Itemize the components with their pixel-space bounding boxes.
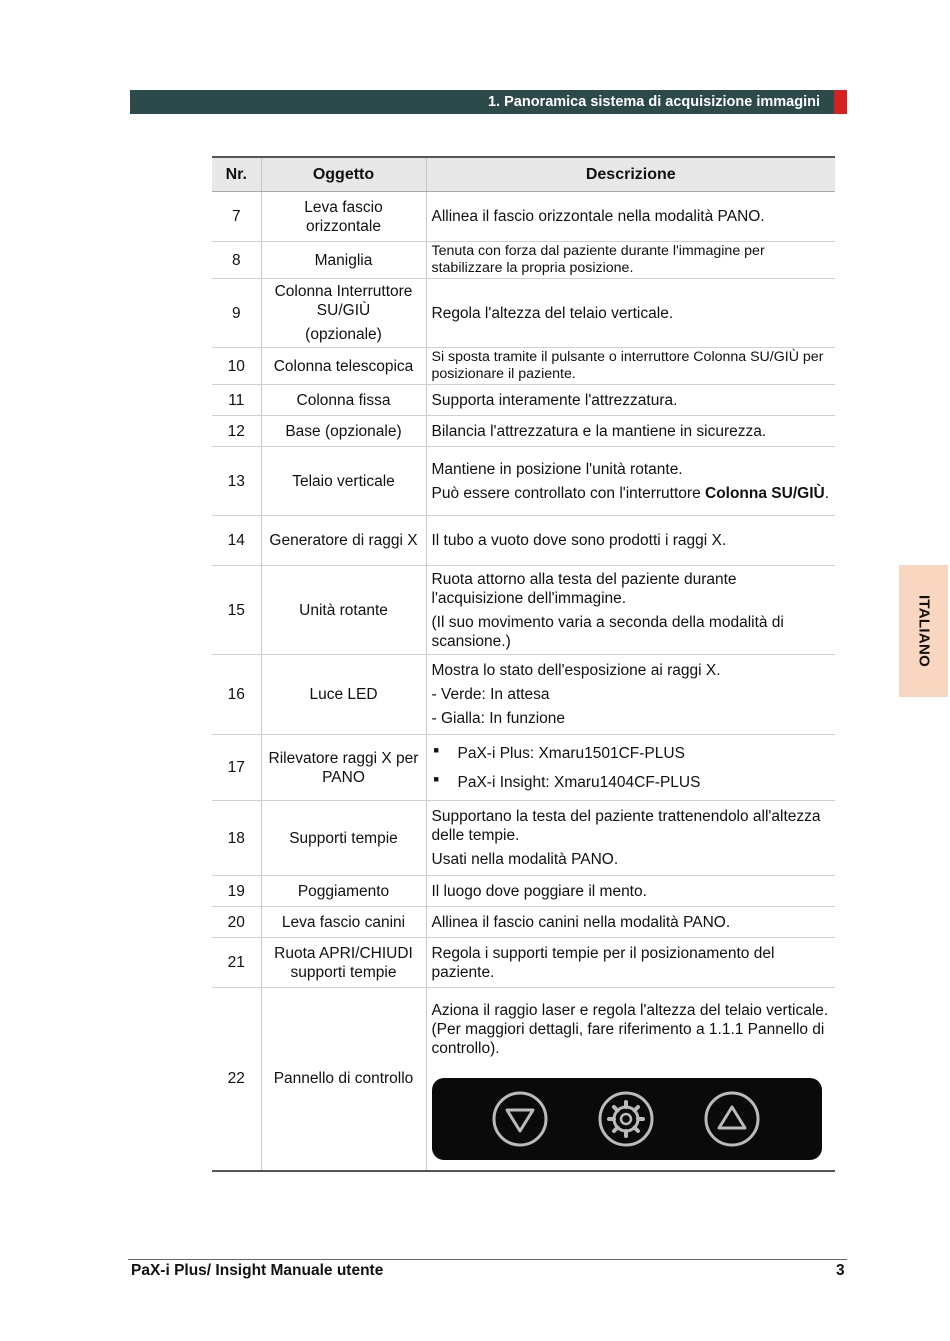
gear-icon [598, 1091, 654, 1147]
item-number: 22 [212, 988, 261, 1171]
item-object: Base (opzionale) [261, 416, 426, 447]
item-description: Bilancia l'attrezzatura e la mantiene in sicurezza. [426, 416, 835, 447]
item-description: Allinea il fascio canini nella modalità PANO. [426, 907, 835, 938]
table-row [212, 348, 835, 385]
control-panel-image [432, 1078, 822, 1160]
column-header-nr: Nr. [212, 157, 261, 192]
header-accent [834, 90, 847, 114]
up-triangle-icon [704, 1091, 760, 1147]
item-description: Il tubo a vuoto dove sono prodotti i raggi X. [426, 516, 835, 566]
item-description [426, 566, 835, 655]
item-number: 12 [212, 416, 261, 447]
item-object: Poggiamento [261, 876, 426, 907]
table-row [212, 988, 835, 1171]
description-line: Supportano la testa del paziente trattenendolo all'altezza delle tempie. [431, 808, 821, 844]
description-text: Può essere controllato con l'interruttore [431, 484, 705, 502]
item-description [426, 447, 835, 516]
item-object-note: (opzionale) [305, 326, 382, 343]
description-text: . [824, 484, 830, 502]
item-object: Colonna telescopica [261, 348, 426, 385]
item-number: 11 [212, 385, 261, 416]
item-description [426, 988, 835, 1171]
item-number: 9 [212, 279, 261, 348]
list-item: ■ PaX-i Plus: Xmaru1501CF-PLUS [432, 739, 831, 768]
table-row [212, 938, 835, 988]
item-object: Rilevatore raggi X per PANO [261, 735, 426, 801]
description-line: Mostra lo stato dell'esposizione ai raggi X. [431, 662, 721, 679]
item-number: 13 [212, 447, 261, 516]
table-row [212, 279, 835, 348]
table-row [212, 566, 835, 655]
item-object: Pannello di controllo [261, 988, 426, 1171]
item-description: Si sposta tramite il pulsante o interruttore Colonna SU/GIÙ per posizionare il paziente. [426, 348, 835, 385]
item-object: Unità rotante [261, 566, 426, 655]
item-description: Allinea il fascio orizzontale nella modalità PANO. [426, 192, 835, 242]
item-description: Tenuta con forza dal paziente durante l'immagine per stabilizzare la propria posizione. [426, 242, 835, 279]
column-header-object: Oggetto [261, 157, 426, 192]
detector-list [432, 739, 831, 797]
item-number: 18 [212, 801, 261, 876]
item-object: Luce LED [261, 655, 426, 735]
footer-title: PaX-i Plus/ Insight Manuale utente [131, 1262, 384, 1279]
item-number: 8 [212, 242, 261, 279]
item-description: Supporta interamente l'attrezzatura. [426, 385, 835, 416]
language-tab [899, 565, 948, 697]
description-line: Aziona il raggio laser e regola l'altezza del telaio verticale. (Per maggiori dettagli, fare riferimento a 1.1.1 Pannello di controllo). [431, 1002, 829, 1058]
item-number: 10 [212, 348, 261, 385]
table-row [212, 242, 835, 279]
table-row [212, 192, 835, 242]
footer-divider [128, 1259, 847, 1260]
page-number: 3 [836, 1262, 845, 1279]
item-object: Supporti tempie [261, 801, 426, 876]
item-description [426, 801, 835, 876]
item-description [426, 735, 835, 801]
item-object: Telaio verticale [261, 447, 426, 516]
description-line [432, 484, 831, 503]
item-object [261, 279, 426, 348]
item-number: 15 [212, 566, 261, 655]
switch-name: Colonna SU/GIÙ [705, 484, 825, 502]
item-object: Colonna fissa [261, 385, 426, 416]
table-row [212, 385, 835, 416]
table-row [212, 416, 835, 447]
table-row [212, 801, 835, 876]
table-row [212, 447, 835, 516]
description-line: - Verde: In attesa [431, 686, 550, 703]
item-number: 7 [212, 192, 261, 242]
item-description: Regola l'altezza del telaio verticale. [426, 279, 835, 348]
item-description [426, 655, 835, 735]
description-line: Mantiene in posizione l'unità rotante. [431, 460, 683, 478]
item-number: 19 [212, 876, 261, 907]
table-row [212, 876, 835, 907]
item-object: Ruota APRI/CHIUDI supporti tempie [261, 938, 426, 988]
table-header-row [212, 157, 835, 192]
item-object: Leva fascio canini [261, 907, 426, 938]
item-object: Generatore di raggi X [261, 516, 426, 566]
item-description: Il luogo dove poggiare il mento. [426, 876, 835, 907]
table-row [212, 735, 835, 801]
description-line: - Gialla: In funzione [431, 710, 566, 727]
item-object: Maniglia [261, 242, 426, 279]
item-description: Regola i supporti tempie per il posizionamento del paziente. [426, 938, 835, 988]
table-row [212, 907, 835, 938]
section-header [130, 90, 834, 114]
item-object-name: Colonna Interruttore SU/GIÙ [274, 283, 413, 319]
item-number: 20 [212, 907, 261, 938]
description-line: Usati nella modalità PANO. [431, 851, 619, 868]
component-table [212, 156, 835, 1172]
item-number: 21 [212, 938, 261, 988]
item-number: 14 [212, 516, 261, 566]
language-label: ITALIANO [915, 594, 932, 668]
list-item: ■ PaX-i Insight: Xmaru1404CF-PLUS [432, 768, 831, 797]
item-object: Leva fascio orizzontale [261, 192, 426, 242]
section-title: 1. Panoramica sistema di acquisizione immagini [487, 94, 820, 110]
down-triangle-icon [492, 1091, 548, 1147]
item-number: 16 [212, 655, 261, 735]
table-row [212, 516, 835, 566]
description-line: (Il suo movimento varia a seconda della modalità di scansione.) [431, 613, 784, 650]
table-row [212, 655, 835, 735]
description-line: Ruota attorno alla testa del paziente durante l'acquisizione dell'immagine. [431, 570, 737, 607]
item-number: 17 [212, 735, 261, 801]
column-header-description: Descrizione [426, 157, 835, 192]
